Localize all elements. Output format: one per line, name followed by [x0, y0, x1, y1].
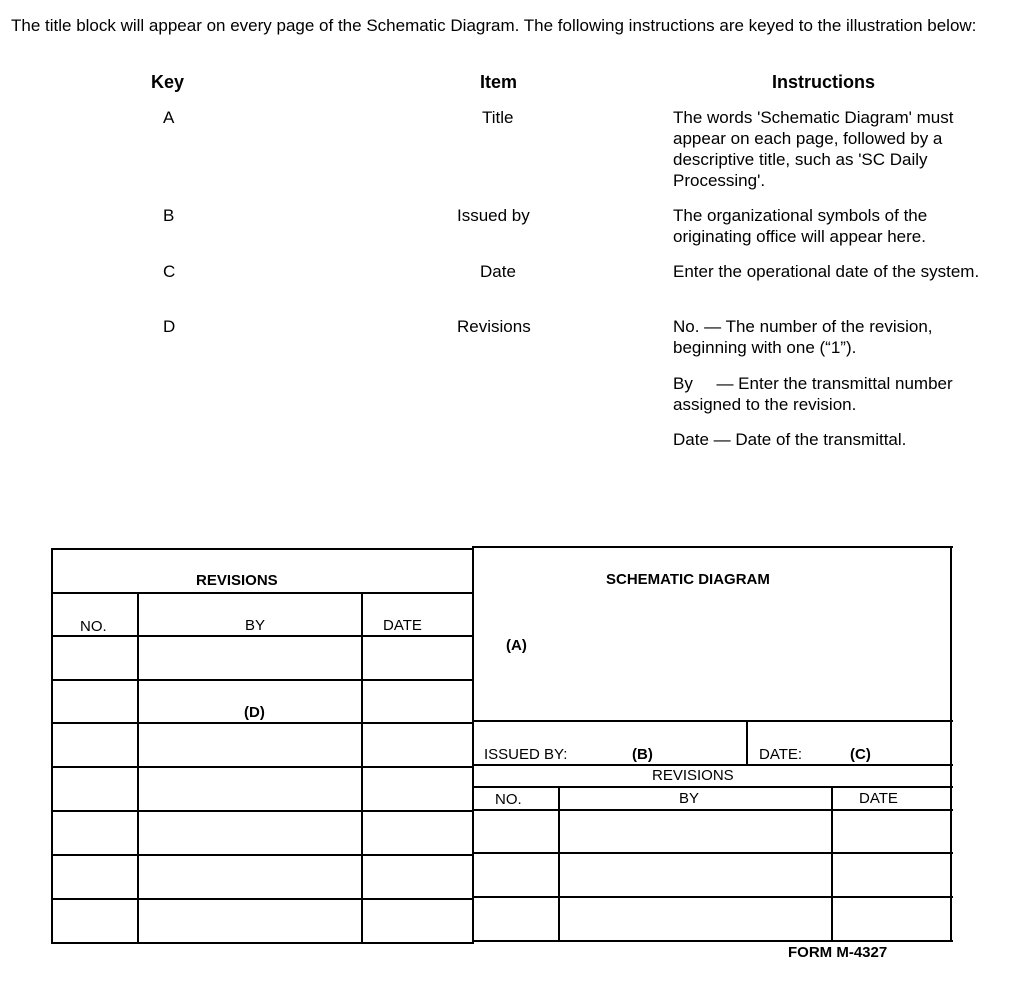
right-revisions-title: REVISIONS [652, 767, 734, 784]
form-rule-line [52, 766, 474, 768]
issued-by-label: ISSUED BY: [484, 746, 568, 763]
left-revisions-title: REVISIONS [196, 572, 278, 589]
form-rule-line [472, 809, 953, 811]
form-rule-line [52, 942, 474, 944]
form-rule-line [558, 786, 560, 942]
row-d-instruction-date: Date — Date of the transmittal. [673, 430, 907, 449]
row-a-key: A [163, 108, 175, 127]
form-rule-line [472, 764, 953, 766]
row-c-key: C [163, 262, 176, 281]
schematic-diagram-title: SCHEMATIC DIAGRAM [606, 571, 770, 588]
title-marker-a: (A) [506, 637, 527, 654]
form-rule-line [52, 635, 474, 637]
form-number: FORM M-4327 [788, 944, 888, 961]
form-rule-line [52, 722, 474, 724]
form-rule-line [950, 546, 952, 942]
row-c-item: Date [480, 262, 516, 281]
form-rule-line [52, 810, 474, 812]
form-rule-line [746, 720, 748, 765]
form-rule-line [52, 854, 474, 856]
form-rule-line [51, 548, 53, 944]
form-rule-line [831, 786, 833, 942]
left-col-no: NO. [80, 618, 107, 635]
form-rule-line [52, 898, 474, 900]
date-marker: (C) [850, 746, 871, 763]
issued-by-marker: (B) [632, 746, 653, 763]
header-key: Key [151, 72, 185, 92]
right-col-date: DATE [859, 790, 898, 807]
row-c-instructions: Enter the operational date of the system. [673, 262, 980, 281]
form-rule-line [472, 720, 953, 722]
row-b-item: Issued by [457, 206, 530, 225]
form-rule-line [52, 592, 474, 594]
left-col-date: DATE [383, 617, 422, 634]
row-d-item: Revisions [457, 317, 531, 336]
intro-text: The title block will appear on every page of the Schematic Diagram. The following instructions are keyed to the illustration below: [11, 16, 977, 35]
form-rule-line [472, 940, 953, 942]
row-a-item: Title [482, 108, 514, 127]
form-rule-line [472, 546, 953, 548]
row-b-instructions: The organizational symbols of the originating office will appear here. [673, 206, 928, 246]
form-rule-line [52, 679, 474, 681]
row-d-instruction-by: By — Enter the transmittal number assigned to the revision. [673, 374, 958, 414]
form-rule-line [361, 592, 363, 944]
header-instructions: Instructions [772, 72, 876, 92]
row-b-key: B [163, 206, 175, 225]
form-rule-line [472, 786, 953, 788]
header-item: Item [480, 72, 518, 92]
form-rule-line [52, 548, 474, 550]
left-marker-d: (D) [244, 704, 265, 721]
row-a-instructions: The words 'Schematic Diagram' must appear on each page, followed by a descriptive title, such as 'SC Daily Processing'. [673, 108, 954, 190]
left-col-by: BY [245, 617, 266, 634]
date-label: DATE: [759, 746, 803, 763]
form-rule-line [137, 592, 139, 944]
form-rule-line [472, 896, 953, 898]
form-rule-line [472, 547, 474, 944]
form-rule-line [472, 852, 953, 854]
row-d-key: D [163, 317, 176, 336]
right-col-by: BY [679, 790, 700, 807]
row-d-instruction-no: No. — The number of the revision, beginning with one (“1”). [673, 317, 933, 357]
right-col-no: NO. [495, 791, 522, 808]
